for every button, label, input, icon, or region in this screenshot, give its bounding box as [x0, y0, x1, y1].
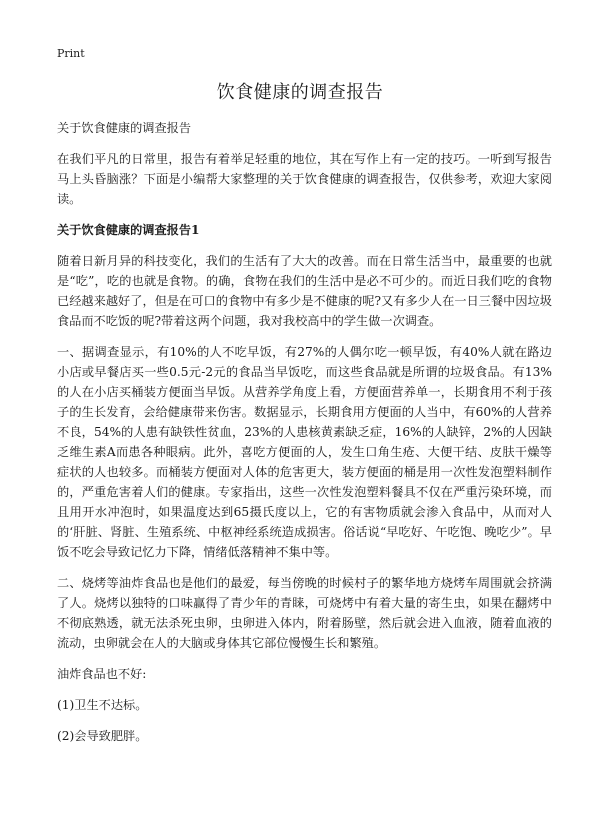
section-heading: 关于饮食健康的调查报告1	[57, 223, 200, 237]
list-item: (1)卫生不达标。	[57, 698, 148, 712]
page-title: 饮食健康的调查报告	[216, 82, 384, 103]
print-link[interactable]: Print	[57, 47, 85, 60]
fried-food-lead: 油炸食品也不好:	[57, 667, 147, 681]
document-body	[57, 118, 552, 757]
section-paragraph-3: 二、烧烤等油炸食品也是他们的最爱，每当傍晚的时候村子的繁华地方烧烤车周围就会挤满了人。烧烤以独特的口味赢得了青少年的青睐，可烧烤中有着大量的寄生虫，如果在翻烤中不彻底熟透，就无法杀死虫卵，虫卵进入体内，附着肠壁，然后就会进入血液，随着血液的流动，虫卵就会在人的大脑或身体其它部位慢慢生长和繁殖。	[57, 576, 552, 650]
section-paragraph-1: 随着日新月异的科技变化，我们的生活有了大大的改善。而在日常生活当中，最重要的也就是“吃”，吃的也就是食物。的确，食物在我们的生活中是必不可少的。而近日我们吃的食物已经越来越好了，但是在可口的食物中有多少是不健康的呢?又有多少人在一日三餐中因垃圾食品而不吃饭的呢?带着这两个问题，我对我校高中的学生做一次调查。	[57, 254, 552, 328]
intro-label: 关于饮食健康的调查报告	[57, 121, 192, 135]
list-item: (2)会导致肥胖。	[57, 729, 148, 743]
intro-paragraph: 在我们平凡的日常里，报告有着举足轻重的地位，其在写作上有一定的技巧。一听到写报告马上头昏脑涨？下面是小编帮大家整理的关于饮食健康的调查报告，仅供参考，欢迎大家阅读。	[57, 152, 552, 206]
section-paragraph-2: 一、据调查显示，有10%的人不吃早饭，有27%的人偶尔吃一顿早饭，有40%人就在路边小店或早餐店买一些0.5元-2元的食品当早饭吃，而这些食品就是所谓的垃圾食品。有13%的人在小店买桶装方便面当早饭。从营养学角度上看，方便面营养单一，长期食用不利于孩子的生长发育，会给健康带来伤害。数据显示，长期食用方便面的人当中，有60%的人营养不良，54%的人患有缺铁性贫血，23%的人患核黄素缺乏症，16%的人缺锌，2%的人因缺乏维生素A而患各种眼病。此外，喜吃方便面的人，发生口角生疮、大便干结、皮肤干燥等症状的人也较多。而桶装方便面对人体的危害更大，装方便面的桶是用一次性发泡塑料制作的，严重危害着人们的健康。专家指出，这些一次性发泡塑料餐具不仅在严重污染环境，而且用开水冲泡时，如果温度达到65摄氏度以上，它的有害物质就会渗入食品中，从而对人的‘肝脏、肾脏、生殖系统、中枢神经系统造成损害。俗话说“早吃好、午吃饱、晚吃少”。早饭不吃会导致记忆力下降，情绪低落精神不集中等。	[57, 345, 552, 559]
